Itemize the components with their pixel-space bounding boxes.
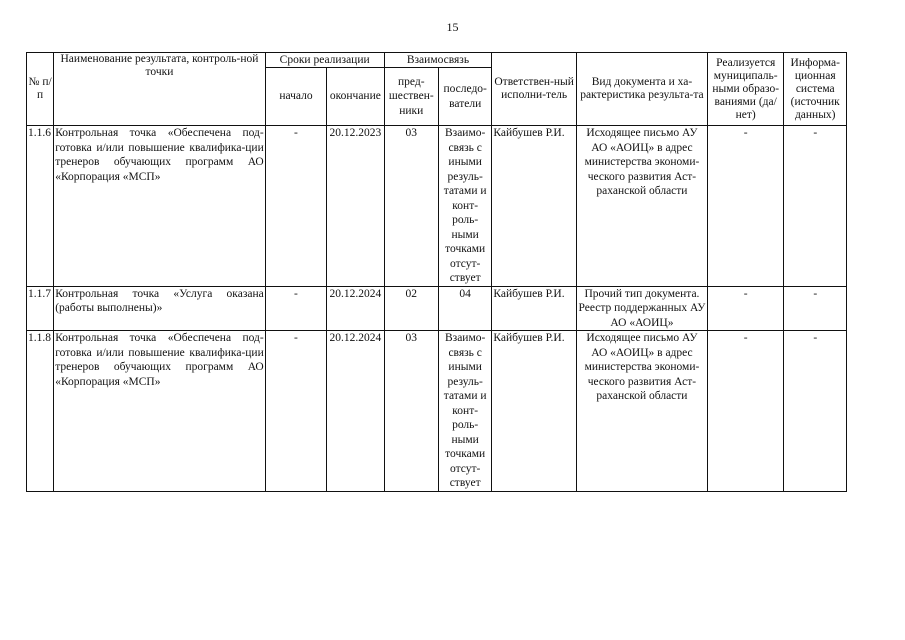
header-name: Наименование результата, контроль-ной точки [54, 53, 266, 126]
row-start: - [265, 286, 326, 331]
row-info-system: - [784, 331, 847, 492]
table-row [27, 126, 847, 287]
row-responsible: Кайбушев Р.И. [492, 286, 577, 331]
row-municipal: - [707, 286, 784, 331]
header-relation: Взаимосвязь [384, 53, 492, 68]
header-end: окончание [327, 68, 384, 126]
table-row [27, 286, 847, 331]
row-successors: Взаимо-связь с иными резуль-татами и конт-роль-ными точками отсут-ствует [438, 126, 491, 287]
row-document: Исходящее письмо АУ АО «АОИЦ» в адрес министерства экономи-ческого развития Аст-раханской области [576, 331, 707, 492]
table-row [27, 331, 847, 492]
header-deadlines: Сроки реализации [265, 53, 384, 68]
row-document: Исходящее письмо АУ АО «АОИЦ» в адрес министерства экономи-ческого развития Аст-раханской области [576, 126, 707, 287]
row-municipal: - [707, 331, 784, 492]
row-info-system: - [784, 126, 847, 287]
row-predecessors: 03 [384, 126, 438, 287]
row-end: 20.12.2024 [327, 331, 384, 492]
header-start: начало [265, 68, 326, 126]
row-document: Прочий тип документа. Реестр поддержанных АУ АО «АОИЦ» [576, 286, 707, 331]
row-responsible: Кайбушев Р.И. [492, 126, 577, 287]
row-successors: Взаимо-связь с иными резуль-татами и конт-роль-ными точками отсут-ствует [438, 331, 491, 492]
row-end: 20.12.2023 [327, 126, 384, 287]
row-name: Контрольная точка «Обеспечена под-готовка и/или повышение квалифика-ции тренеров обучающих программ АО «Корпорация «МСП» [54, 126, 266, 287]
row-predecessors: 03 [384, 331, 438, 492]
row-info-system: - [784, 286, 847, 331]
header-predecessors: пред-шествен-ники [384, 68, 438, 126]
row-start: - [265, 331, 326, 492]
row-predecessors: 02 [384, 286, 438, 331]
row-responsible: Кайбушев Р.И. [492, 331, 577, 492]
row-end: 20.12.2024 [327, 286, 384, 331]
page-number: 15 [446, 20, 459, 34]
row-num: 1.1.8 [27, 331, 54, 492]
row-num: 1.1.6 [27, 126, 54, 287]
header-document: Вид документа и ха-рактеристика результа-та [576, 53, 707, 126]
row-start: - [265, 126, 326, 287]
header-successors: последо-ватели [438, 68, 491, 126]
row-name: Контрольная точка «Услуга оказана (работы выполнены)» [54, 286, 266, 331]
row-successors: 04 [438, 286, 491, 331]
header-num: № п/п [27, 53, 54, 126]
row-name: Контрольная точка «Обеспечена под-готовка и/или повышение квалифика-ции тренеров обучающих программ АО «Корпорация «МСП» [54, 331, 266, 492]
control-points-table [26, 52, 847, 492]
table-header [27, 53, 847, 126]
header-municipal: Реализуется муниципаль-ными образо-ваниями (да/нет) [707, 53, 784, 126]
row-num: 1.1.7 [27, 286, 54, 331]
header-responsible: Ответствен-ный исполни-тель [492, 53, 577, 126]
row-municipal: - [707, 126, 784, 287]
header-info-system: Информа-ционная система (источник данных) [784, 53, 847, 126]
